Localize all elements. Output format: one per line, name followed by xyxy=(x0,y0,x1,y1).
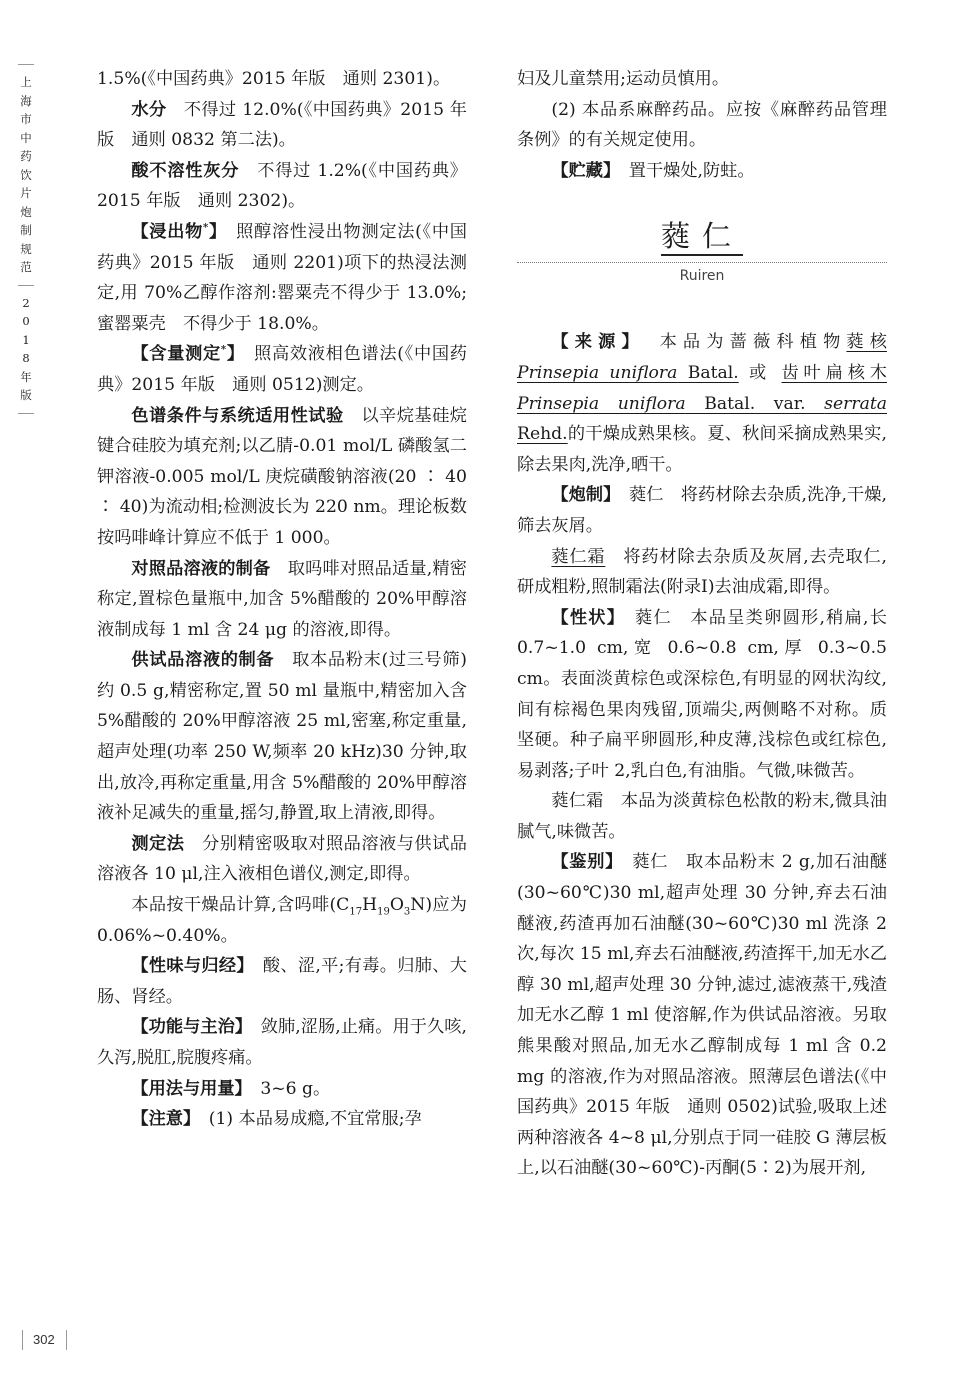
paragraph: (2) 本品系麻醉药品。应按《麻醉药品管理条例》的有关规定使用。 xyxy=(517,99,887,151)
paragraph-usage: 【用法与用量】 3~6 g。 xyxy=(131,1078,331,1099)
heading: 【炮制】 xyxy=(551,485,612,506)
paragraph-water: 水分 不得过 12.0%(《中国药典》2015 年版 通则 0832 第二法)。 xyxy=(97,99,467,151)
paragraph-method: 测定法 分别精密吸取对照品溶液与供试品溶液各 10 μl,注入液相色谱仪,测定,即得。 xyxy=(97,833,467,885)
side-rule-middle xyxy=(18,285,34,286)
paragraph-identification: 【鉴别】 蕤仁 取本品粉末 2 g,加石油醚(30~60℃)30 ml,超声处理 30 分钟,弃去石油醚液,药渣再加石油醚(30~60℃)30 ml 洗涤 2 次,每次 15 ml,弃去石油醚液,药渣挥干,加无水乙醇 30 ml,超声处理 30 分钟,滤过,滤液蒸干,残渣加无水乙醇 1 ml 使溶解,作为供试品溶液。另取熊果酸对照品,加无水乙醇制成每 1 ml 含 0.2 mg 的溶液,作为对照品溶液。照薄层色谱法(《中国药典》2015 年版 通则 0502)试验,吸取上述两种溶液各 4~8 μl,分别点于同一硅胶 G 薄层板上,以石油醚(30~60℃)-丙酮(5∶2)为展开剂, xyxy=(517,852,887,1179)
paragraph-characters-frost: 蕤仁霜 本品为淡黄棕色松散的粉末,微具油腻气,味微苦。 xyxy=(517,791,887,842)
side-rule-bottom xyxy=(18,413,34,414)
heading: 色谱条件与系统适用性试验 xyxy=(131,405,344,426)
heading: 【性味与归经】 xyxy=(131,956,246,977)
heading: 【注意】 xyxy=(131,1109,192,1130)
paragraph-characters: 【性状】 蕤仁 本品呈类卵圆形,稍扁,长 0.7~1.0 cm,宽 0.6~0.8 cm,厚 0.3~0.5 cm。表面淡黄棕色或深棕色,有明显的网状沟纹,间有棕褐色果肉残留,顶端尖,两侧略不对称。质坚硬。种子扁平卵圆形,种皮薄,浅棕色或红棕色,易剥落;子叶 2,乳白色,有油脂。气微,味微苦。 xyxy=(517,607,887,781)
paragraph-processing-frost: 蕤仁霜 将药材除去杂质及灰屑,去壳取仁,研成粗粉,照制霜法(附录Ⅰ)去油成霜,即得。 xyxy=(517,546,887,598)
heading: 酸不溶性灰分 xyxy=(131,160,240,181)
left-column xyxy=(97,64,467,1135)
heading: 测定法 xyxy=(131,833,185,854)
paragraph-calculation: 本品按干燥品计算,含吗啡$(C_{17}H_{19}O_3N)$应为 0.06%~0.40%。 xyxy=(97,895,467,946)
heading: 供试品溶液的制备 xyxy=(131,650,275,671)
entry-title: 蕤仁 xyxy=(517,216,887,256)
side-running-head xyxy=(14,62,38,416)
paragraph-chromatography: 色谱条件与系统适用性试验 以辛烷基硅烷键合硅胶为填充剂;以乙腈-0.01 mol/L 磷酸氢二钾溶液-0.005 mol/L 庚烷磺酸钠溶液(20 ∶ 40 ∶ 40)为流动相;检测波长为 220 nm。理论板数按吗啡峰计算应不低于 1 000。 xyxy=(97,405,467,548)
heading: 【鉴别】 xyxy=(551,852,615,873)
footer-rule-right xyxy=(66,1330,67,1350)
side-edition: 2018年版 xyxy=(20,295,32,402)
paragraph: 1.5%(《中国药典》2015 年版 通则 2301)。 xyxy=(97,69,451,89)
paragraph-function: 【功能与主治】 敛肺,涩肠,止痛。用于久咳,久泻,脱肛,脘腹疼痛。 xyxy=(97,1017,467,1068)
paragraph: 妇及儿童禁用;运动员慎用。 xyxy=(517,69,730,89)
paragraph-extract: 【浸出物*】 照醇溶性浸出物测定法(《中国药典》2015 年版 通则 2201)项下的热浸法测定,用 70%乙醇作溶剂:罂粟壳不得少于 13.0%;蜜罂粟壳 不得少于 18.0%。 xyxy=(97,221,467,334)
heading: 【用法与用量】 xyxy=(131,1078,244,1099)
heading: 【含量测定*】 xyxy=(131,344,237,365)
paragraph-reference-solution: 对照品溶液的制备 取吗啡对照品适量,精密称定,置棕色量瓶中,加含 5%醋酸的 20%甲醇溶液制成每 1 ml 含 24 μg 的溶液,即得。 xyxy=(97,558,467,640)
paragraph-assay: 【含量测定*】 照高效液相色谱法(《中国药典》2015 年版 通则 0512)测定。 xyxy=(97,344,467,395)
heading: 水分 xyxy=(131,99,167,120)
heading: 【功能与主治】 xyxy=(131,1017,244,1038)
paragraph-source: 【来源】 本品为蔷薇科植物蕤核 Prinsepia uniflora Batal. 或 齿叶扁核木 Prinsepia uniflora Batal. var. serrata Rehd.的干燥成熟果核。夏、秋间采摘成熟果实,除去果肉,洗净,晒干。 xyxy=(517,332,887,475)
paragraph-note: 【注意】 (1) 本品易成瘾,不宜常服;孕 xyxy=(131,1109,422,1130)
right-column xyxy=(517,64,887,1184)
paragraph-test-solution: 供试品溶液的制备 取本品粉末(过三号筛)约 0.5 g,精密称定,置 50 ml 量瓶中,精密加入含 5%醋酸的 20%甲醇溶液 25 ml,密塞,称定重量,超声处理(功率 250 W,频率 20 kHz)30 分钟,取出,放冷,再称定重量,用含 5%醋酸的 20%甲醇溶液补足减失的重量,摇匀,静置,取上清液,即得。 xyxy=(97,650,467,824)
paragraph-taste: 【性味与归经】 酸、涩,平;有毒。归肺、大肠、肾经。 xyxy=(97,956,467,1007)
side-book-title: 上海市中药饮片炮制规范 xyxy=(20,75,32,274)
heading: 【来源】 xyxy=(551,332,637,353)
page-number: 302 xyxy=(33,1332,55,1347)
footer-rule-left xyxy=(22,1330,23,1350)
heading: 【贮藏】 xyxy=(551,160,612,181)
heading: 对照品溶液的制备 xyxy=(131,558,271,579)
heading: 【性状】 xyxy=(551,607,617,628)
heading: 【浸出物*】 xyxy=(131,221,219,242)
paragraph-ash: 酸不溶性灰分 不得过 1.2%(《中国药典》2015 年版 通则 2302)。 xyxy=(97,160,467,212)
side-rule-top xyxy=(18,64,34,65)
paragraph-storage: 【贮藏】 置干燥处,防蛀。 xyxy=(551,160,755,181)
entry-pinyin: Ruiren xyxy=(679,268,725,285)
paragraph-processing: 【炮制】 蕤仁 将药材除去杂质,洗净,干燥,筛去灰屑。 xyxy=(517,485,887,536)
